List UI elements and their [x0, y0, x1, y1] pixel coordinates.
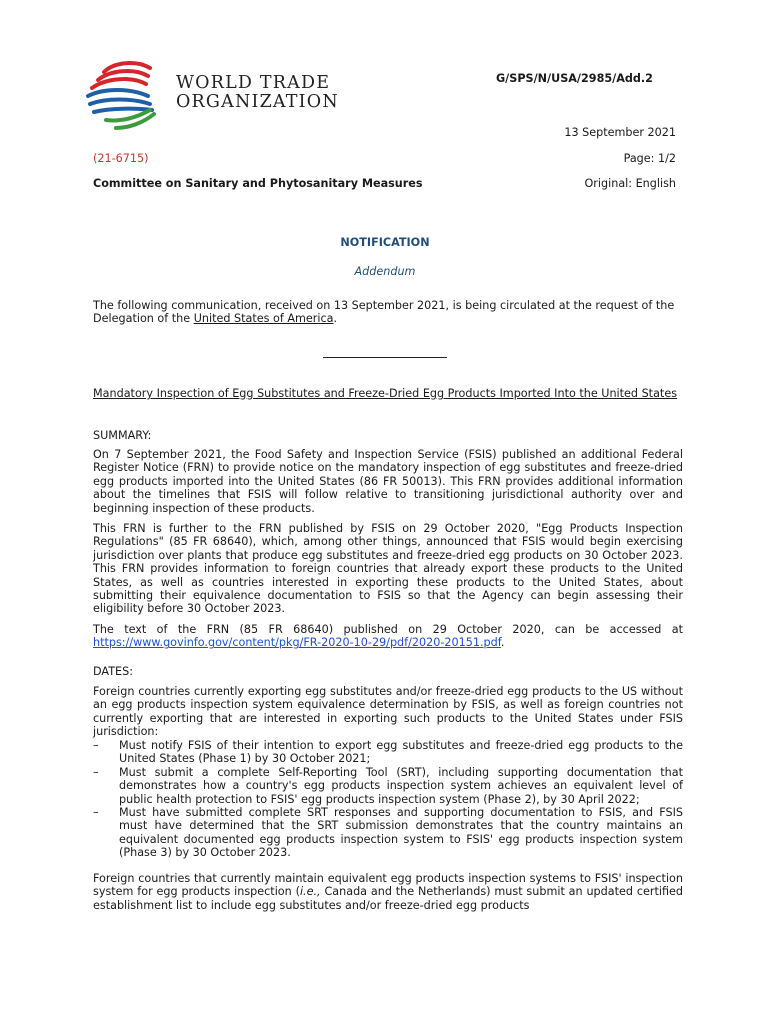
- summary-paragraph-3: [93, 623, 683, 650]
- list-item: [93, 739, 683, 766]
- notification-heading: NOTIFICATION: [340, 236, 430, 249]
- intro-paragraph: [93, 299, 683, 326]
- committee-name: Committee on Sanitary and Phytosanitary Measures: [93, 177, 423, 190]
- frn-text-end: .: [500, 636, 505, 650]
- list-bullet: –: [93, 765, 99, 779]
- reference-number: (21-6715): [93, 152, 149, 165]
- wto-logo-text: [176, 74, 339, 112]
- separator-rule: [323, 357, 447, 358]
- org-name-line2: ORGANIZATION: [176, 92, 339, 112]
- wto-logo-mark: [84, 58, 170, 132]
- frn-link[interactable]: https://www.govinfo.gov/content/pkg/FR-2020-10-29/pdf/2020-20151.pdf: [93, 636, 501, 650]
- equivalent-countries-paragraph: [93, 872, 683, 912]
- org-name-line1: WORLD TRADE: [176, 73, 331, 93]
- summary-paragraph-1: On 7 September 2021, the Food Safety and Inspection Service (FSIS) published an additional Federal Register Notice (FRN) to provide notice on the mandatory inspection of egg substitutes and freeze-dried egg products imported into the United States (86 FR 50013). This FRN provides additional information about the timelines that FSIS will follow relative to transitioning jurisdictional authority over and beginning inspection of these products.: [93, 448, 683, 515]
- list-bullet: –: [93, 806, 99, 820]
- intro-text: The following communication, received on 13 September 2021, is being circulated at the request of the Delegation of the: [93, 299, 675, 326]
- paragraph-ie: i.e.,: [299, 885, 321, 899]
- list-item: [93, 806, 683, 860]
- addendum-subheading: Addendum: [354, 265, 416, 278]
- list-item-text: Must have submitted complete SRT responses and supporting documentation to FSIS, and FSIS must have determined that the SRT submission demonstrates that the country maintains an equivalent documented egg products inspection system to FSIS' egg products inspection system (Phase 3) by 30 October 2023.: [119, 806, 683, 860]
- list-item-text: Must submit a complete Self-Reporting Tool (SRT), including supporting documentation that demonstrates how a country's egg products inspection system achieves an equivalent level of public health protection to FSIS' egg products inspection system (Phase 2), by 30 April 2022;: [119, 765, 683, 806]
- document-date: 13 September 2021: [564, 126, 676, 139]
- dates-label: DATES:: [93, 665, 133, 678]
- document-symbol: G/SPS/N/USA/2985/Add.2: [496, 72, 653, 85]
- document-title: Mandatory Inspection of Egg Substitutes and Freeze-Dried Egg Products Imported Into the United States: [93, 387, 678, 400]
- summary-label: SUMMARY:: [93, 429, 152, 442]
- frn-text: The text of the FRN (85 FR 68640) published on 29 October 2020, can be accessed at: [93, 623, 683, 636]
- wto-logo: [84, 58, 339, 132]
- dates-paragraph: Foreign countries currently exporting egg substitutes and/or freeze-dried egg products to the US without an egg products inspection system equivalence determination by FSIS, as well as foreign countries not currently exporting that are interested in exporting such products to the United States under FSIS jurisdiction:: [93, 685, 683, 739]
- list-bullet: –: [93, 739, 99, 752]
- paragraph-text-end: Canada and the Netherlands) must submit an updated certified establishment list to include egg substitutes and/or freeze-dried egg products: [93, 885, 683, 912]
- page-number: Page: 1/2: [623, 152, 676, 165]
- paragraph-text: Foreign countries that currently maintain equivalent egg products inspection systems to FSIS' inspection system for egg products inspection (: [93, 872, 683, 899]
- summary-paragraph-2: This FRN is further to the FRN published by FSIS on 29 October 2020, "Egg Products Inspection Regulations" (85 FR 68640), which, among other things, announced that FSIS would begin exercising jurisdiction over plants that produce egg substitutes and freeze-dried egg products on 30 October 2023. This FRN provides information to foreign countries that already export these products to the United States, as well as countries interested in exporting these products to the United States, about submitting their equivalence documentation to FSIS so that the Agency can begin assessing their eligibility before 30 October 2023.: [93, 522, 683, 616]
- intro-country: United States of America: [193, 312, 334, 326]
- list-item: [93, 766, 683, 806]
- dates-list: [93, 739, 683, 860]
- intro-end: .: [333, 312, 338, 326]
- original-language: Original: English: [584, 177, 676, 190]
- list-item-text: Must notify FSIS of their intention to export egg substitutes and freeze-dried egg products to the United States (Phase 1) by 30 October 2021;: [119, 739, 683, 766]
